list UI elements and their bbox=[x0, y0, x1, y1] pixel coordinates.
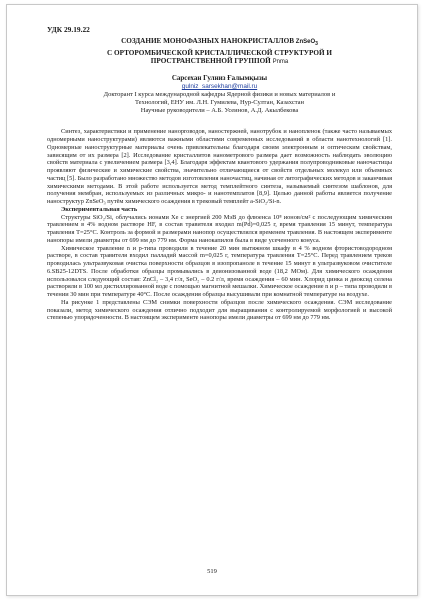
affiliation-line-1: Докторант I курса международной кафедры Ядерной физики и новых материалов и bbox=[103, 90, 336, 98]
body-text bbox=[47, 128, 392, 322]
document-page bbox=[6, 4, 418, 596]
page-number: 519 bbox=[207, 568, 217, 575]
paragraph-etching-deposition: Химическое травление n и p-типа проводили в течение 20 мин вытяжном шкафу в 4 % водном фтористоводородном растворе, в состав травителя входил палладий массой m=0,025 г, температура травления T=25°C. Перед травлением треков проводилась ультразвуковая очистка поверхности образцов в изопропаноле в течение 15 минут в ультразвуковом очистителе 6.SB25-12DTS. После обработки образцы промывались в деионизованной воде (18,2 МОм). Для химического осаждения использовался следующий состав: ZnCl₂ – 3,4 г/л, SeO₂ – 0.2 г/л, время осаждения – 60 мин. Хлорид цинка и диоксид селена растворяли в 100 мл дистиллированной воде с помощью магнитной мешалки. Химическое осаждение n и p – типа проводили в течении 30 мин при температуре 40°C. После осаждения образцы высушивали при комнатной температуре на воздухе. bbox=[47, 244, 392, 299]
title-line-1-text: СОЗДАНИЕ МОНОФАЗНЫХ НАНОКРИСТАЛЛОВ bbox=[121, 37, 296, 45]
section-heading-experimental: Экспериментальная часть bbox=[61, 205, 138, 213]
title-line-2: С ОРТОРОМБИЧЕСКОЙ КРИСТАЛЛИЧЕСКОЙ СТРУКТУРОЙ И bbox=[107, 48, 332, 57]
paper-title bbox=[47, 37, 392, 67]
title-line-3-text: ПРОСТРАНСТВЕННОЙ ГРУППОЙ bbox=[150, 57, 273, 66]
affiliation bbox=[47, 91, 392, 114]
title-space-group: Pnma bbox=[272, 59, 289, 66]
author-email-link[interactable]: gulniz_sarsekhan@mail.ru bbox=[181, 82, 258, 90]
paragraph-sem-results: На рисунке 1 представлены СЭМ снимки поверхности образцов после химического осаждения. СЭМ исследование показали, метод химического осаждения отлично подходит для выращивания с контролируемой морфологией и высокой степенью упорядоченности. В настоящем эксперименте нанопоры имели диаметры от 699 нм до 779 нм. bbox=[47, 298, 392, 322]
title-formula bbox=[295, 39, 318, 48]
author-name: Сарсехан Гулниз Ғалымқызы bbox=[171, 73, 268, 82]
title-line-3 bbox=[47, 57, 392, 67]
paragraph-introduction: Синтез, характеристики и применение наноproводов, наностержней, нанотрубок и нанопленок (также часто называемых одномерными наноструктурами) являются важными областями современных исследований в области нанотехнологий [1]. Одномерные наноструктурные материалы очень привлекательны благодаря своим электронным и оптическим свойствам, зависящим от их размера [2]. Исследование кристаллитов нанометрового размера дает возможность наблюдать эволюцию свойств материала с увеличением размера [3,4]. Благодаря эффектам квантового удержания полупроводниковые наночастицы проявляют физические и химические свойства, значительно отличающиеся от свойств отдельных молекул или объемных частиц [5]. Было разработано множество методов изготовления наночастиц, начиная от литографических методов и заканчивая химическими методами. В этой работе используется метод темплейтного синтеза, называемый синтезом шаблонов, для получения мембран, используемых из различных микро- и нанотемплатов [8,9]. Целью данной работы является получение наноструктур ZnSeO₃ путём химического осаждения в трековый темплейт a-SiO₂/Si-n. bbox=[47, 128, 392, 206]
title-formula-text: ZnSeO bbox=[295, 39, 316, 45]
affiliation-line-2: Технологий, ЕНУ им. Л.Н. Гумилева, Нур-Султан, Казахстан bbox=[134, 98, 305, 106]
title-formula-subscript: 3 bbox=[315, 41, 318, 48]
udk-code: УДК 29.19.22 bbox=[47, 25, 90, 34]
title-line-1 bbox=[47, 37, 392, 49]
page-content bbox=[47, 25, 392, 322]
paragraph-samples: Структуры SiO₂/Si, облучались ионами Xe с энергией 200 МэВ до флюенса 10⁸ ионов/см² с последующим химическим травлением в 4% водном растворе HF, в состав травителя входил m(Pd)=0,025 г, время травления 15 минут, температура травления T=25°C. Контроль за формой и размерами нанопор осуществлялся временем травления. В настоящем эксперименте нанопоры имели диаметры от 699 нм до 779 нм. Форма нанокапилов была в виде усеченного конуса. bbox=[47, 213, 392, 244]
supervisors: Научные руководители – А.Б. Усеинов, А.Д. Акылбекова bbox=[140, 106, 299, 114]
